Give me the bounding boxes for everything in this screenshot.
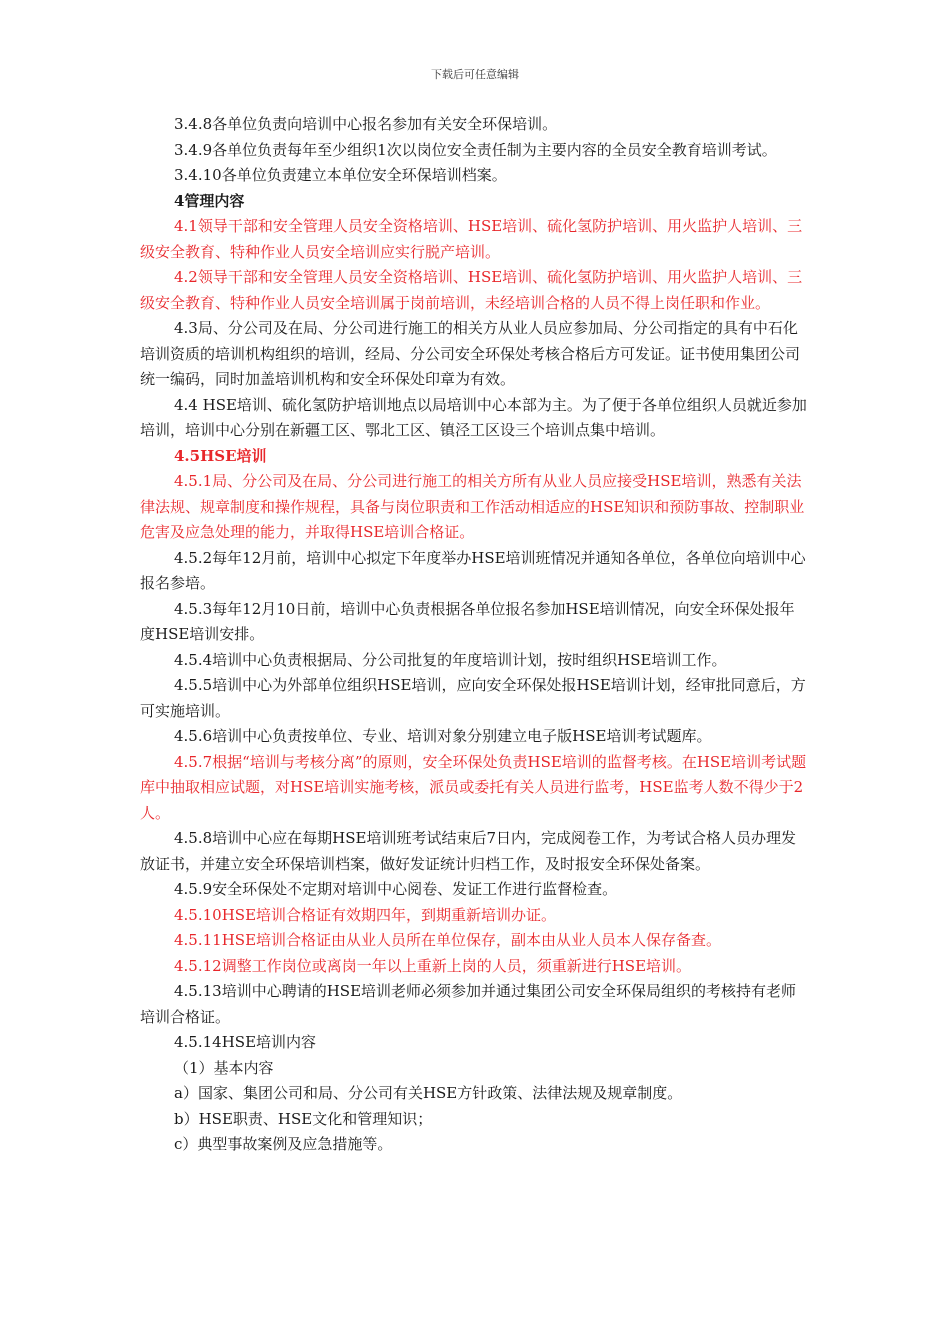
paragraph: 4.2领导干部和安全管理人员安全资格培训、HSE培训、硫化氢防护培训、用火监护人培训、三级安全教育、特种作业人员安全培训属于岗前培训，未经培训合格的人员不得上岗任职和作业。 [140,268,803,312]
paragraph: 4.5.5培训中心为外部单位组织HSE培训，应向安全环保处报HSE培训计划，经审批同意后，方可实施培训。 [140,676,806,720]
paragraph: 4.3局、分公司及在局、分公司进行施工的相关方从业人员应参加局、分公司指定的具有中石化培训资质的培训机构组织的培训，经局、分公司安全环保处考核合格后方可发证。证书使用集团公司统一编码，同时加盖培训机构和安全环保处印章为有效。 [140,319,801,388]
paragraph: 4.5.11HSE培训合格证由从业人员所在单位保存，副本由从业人员本人保存备查。 [174,931,722,949]
paragraph: 4.1领导干部和安全管理人员安全资格培训、HSE培训、硫化氢防护培训、用火监护人培训、三级安全教育、特种作业人员安全培训应实行脱产培训。 [140,217,803,261]
document-body [140,112,808,1158]
paragraph: 3.4.8各单位负责向培训中心报名参加有关安全环保培训。 [174,115,558,133]
paragraph: 4.5.12调整工作岗位或离岗一年以上重新上岗的人员，须重新进行HSE培训。 [174,956,692,975]
paragraph: 4.5.8培训中心应在每期HSE培训班考试结束后7日内，完成阅卷工作，为考试合格人员办理发放证书，并建立安全环保培训档案，做好发证统计归档工作，及时报安全环保处备案。 [140,829,797,873]
paragraph: 4.4 HSE培训、硫化氢防护培训地点以局培训中心本部为主。为了便于各单位组织人员就近参加培训，培训中心分别在新疆工区、鄂北工区、镇泾工区设三个培训点集中培训。 [140,395,807,439]
list-item: a）国家、集团公司和局、分公司有关HSE方针政策、法律法规及规章制度。 [174,1084,683,1102]
paragraph: 4.5.7根据“培训与考核分离”的原则，安全环保处负责HSE培训的监督考核。在HSE培训考试题库中抽取相应试题，对HSE培训实施考核，派员或委托有关人员进行监考，HSE监考人数不得少于2人。 [140,752,807,822]
paragraph: 3.4.9各单位负责每年至少组织1次以岗位安全责任制为主要内容的全员安全教育培训考试。 [174,140,777,159]
paragraph: 4.5.10HSE培训合格证有效期四年，到期重新培训办证。 [174,905,557,924]
paragraph: 4.5.1局、分公司及在局、分公司进行施工的相关方所有从业人员应接受HSE培训，熟悉有关法律法规、规章制度和操作规程，具备与岗位职责和工作活动相适应的HSE知识和预防事故、控制职业危害及应急处理的能力，并取得HSE培训合格证。 [140,472,805,541]
list-item: b）HSE职责、HSE文化和管理知识； [174,1109,433,1128]
section-heading: 4.5HSE培训 [174,446,267,465]
page-header: 下载后可任意编辑 [431,68,519,81]
paragraph: 4.5.2每年12月前，培训中心拟定下年度举办HSE培训班情况并通知各单位，各单位向培训中心报名参培。 [140,548,806,592]
section-heading: 4管理内容 [174,191,245,210]
list-item: c）典型事故案例及应急措施等。 [174,1135,393,1153]
paragraph: 3.4.10各单位负责建立本单位安全环保培训档案。 [174,166,507,184]
paragraph: 4.5.13培训中心聘请的HSE培训老师必须参加并通过集团公司安全环保局组织的考核持有老师培训合格证。 [140,982,797,1026]
paragraph: 4.5.9安全环保处不定期对培训中心阅卷、发证工作进行监督检查。 [174,880,618,898]
paragraph: 4.5.3每年12月10日前，培训中心负责根据各单位报名参加HSE培训情况，向安全环保处报年度HSE培训安排。 [140,599,795,643]
list-heading: （1）基本内容 [174,1058,274,1077]
list-heading: 4.5.14HSE培训内容 [174,1033,317,1051]
paragraph: 4.5.6培训中心负责按单位、专业、培训对象分别建立电子版HSE培训考试题库。 [174,727,712,745]
paragraph: 4.5.4培训中心负责根据局、分公司批复的年度培训计划，按时组织HSE培训工作。 [174,650,727,669]
